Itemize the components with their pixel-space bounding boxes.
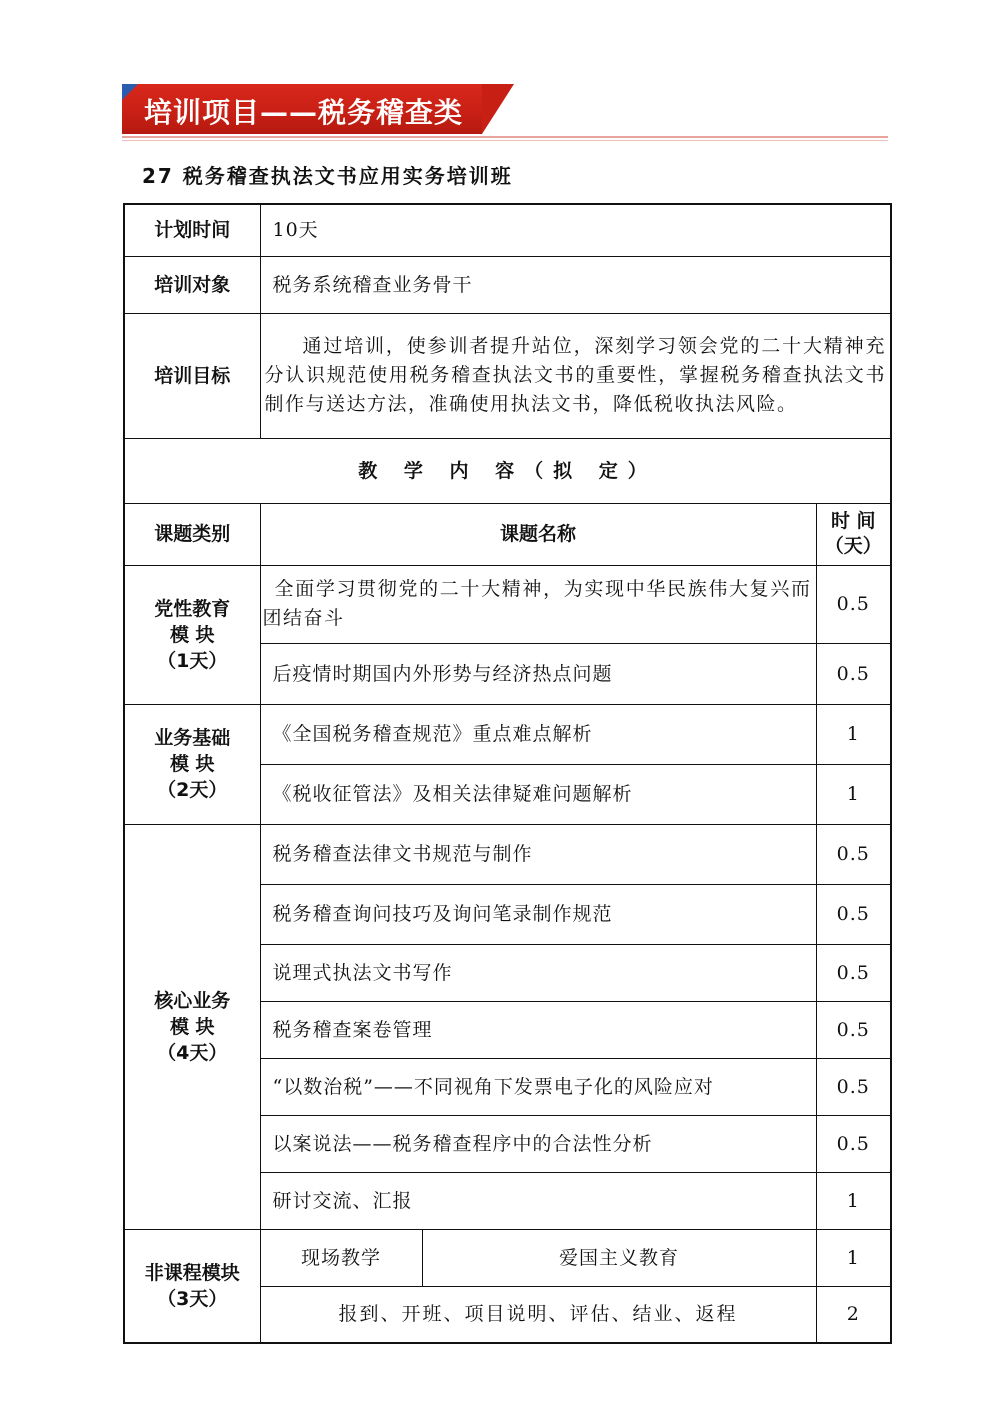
days-cell: 1 — [816, 704, 891, 764]
days-cell: 2 — [816, 1286, 891, 1343]
section-title: 教 学 内 容（拟 定） — [124, 438, 891, 503]
module-days: （2天） — [157, 779, 228, 801]
days-cell: 0.5 — [816, 824, 891, 884]
topic-cell: “以数治税”——不同视角下发票电子化的风险应对 — [260, 1058, 816, 1115]
module-name: 核心业务 — [154, 989, 231, 1012]
module-name: 党性教育 — [154, 597, 231, 620]
days-cell: 0.5 — [816, 565, 891, 643]
days-cell: 0.5 — [816, 643, 891, 704]
course-table — [123, 203, 892, 1344]
days-cell: 0.5 — [816, 1001, 891, 1058]
days-cell: 0.5 — [816, 944, 891, 1001]
topic-cell: 税务稽查法律文书规范与制作 — [260, 824, 816, 884]
topic-cell: 全面学习贯彻党的二十大精神，为实现中华民族伟大复兴而团结奋斗 — [260, 565, 816, 643]
goal-value: 通过培训，使参训者提升站位，深刻学习领会党的二十大精神充分认识规范使用税务稽查执法文书的重要性，掌握税务稽查执法文书制作与送达方法，准确使用执法文书，降低税收执法风险。 — [260, 313, 891, 438]
module-subname: 模 块 — [169, 1015, 215, 1038]
goal-row — [124, 313, 891, 438]
audience-value: 税务系统稽查业务骨干 — [260, 256, 891, 313]
module-days: （4天） — [157, 1041, 228, 1064]
banner-blue-corner — [122, 84, 138, 100]
subcategory-cell: 现场教学 — [260, 1229, 422, 1286]
header-name: 课题名称 — [260, 503, 816, 565]
topic-cell: 税务稽查案卷管理 — [260, 1001, 816, 1058]
banner-arrow-tip — [482, 84, 514, 134]
header-row — [124, 503, 891, 565]
module-days: （3天） — [157, 1287, 228, 1310]
topic-cell: 税务稽查询问技巧及询问笔录制作规范 — [260, 884, 816, 944]
days-cell: 1 — [816, 1229, 891, 1286]
module-subname: 模 块 — [169, 753, 215, 775]
topic-cell: 研讨交流、汇报 — [260, 1172, 816, 1229]
days-cell: 0.5 — [816, 884, 891, 944]
days-cell: 0.5 — [816, 1058, 891, 1115]
plan-time-row — [124, 204, 891, 256]
module-subname: 模 块 — [169, 623, 215, 646]
section-row — [124, 438, 891, 503]
banner-underline-thin — [122, 140, 888, 141]
header-time-line2: （天） — [824, 535, 882, 557]
plan-time-label: 计划时间 — [124, 204, 260, 256]
plan-time-value: 10天 — [260, 204, 891, 256]
days-cell: 0.5 — [816, 1115, 891, 1172]
table-row — [124, 704, 891, 764]
module-days: （1天） — [157, 649, 228, 672]
days-cell: 1 — [816, 1172, 891, 1229]
topic-cell: 以案说法——税务稽查程序中的合法性分析 — [260, 1115, 816, 1172]
section-banner — [122, 84, 888, 144]
topic-cell: 《全国税务稽查规范》重点难点解析 — [260, 704, 816, 764]
topic-cell: 说理式执法文书写作 — [260, 944, 816, 1001]
audience-label: 培训对象 — [124, 256, 260, 313]
days-cell: 1 — [816, 764, 891, 824]
header-time — [816, 503, 891, 565]
table-row — [124, 565, 891, 643]
module-name: 非课程模块 — [144, 1261, 240, 1284]
topic-cell: 《税收征管法》及相关法律疑难问题解析 — [260, 764, 816, 824]
audience-row — [124, 256, 891, 313]
course-title: 27 税务稽查执法文书应用实务培训班 — [142, 164, 513, 188]
banner-underline — [122, 136, 888, 138]
goal-label: 培训目标 — [124, 313, 260, 438]
topic-cell: 报到、开班、项目说明、评估、结业、返程 — [260, 1286, 816, 1343]
header-time-line1: 时 间 — [830, 510, 876, 532]
topic-cell: 后疫情时期国内外形势与经济热点问题 — [260, 643, 816, 704]
module-core-business — [124, 824, 260, 1229]
module-party-education — [124, 565, 260, 704]
banner-title: 培训项目——税务稽查类 — [144, 96, 464, 129]
module-name: 业务基础 — [154, 727, 231, 749]
topic-cell: 爱国主义教育 — [422, 1229, 816, 1286]
module-non-course — [124, 1229, 260, 1343]
module-business-basics — [124, 704, 260, 824]
table-row — [124, 1229, 891, 1286]
header-category: 课题类别 — [124, 503, 260, 565]
table-row — [124, 824, 891, 884]
